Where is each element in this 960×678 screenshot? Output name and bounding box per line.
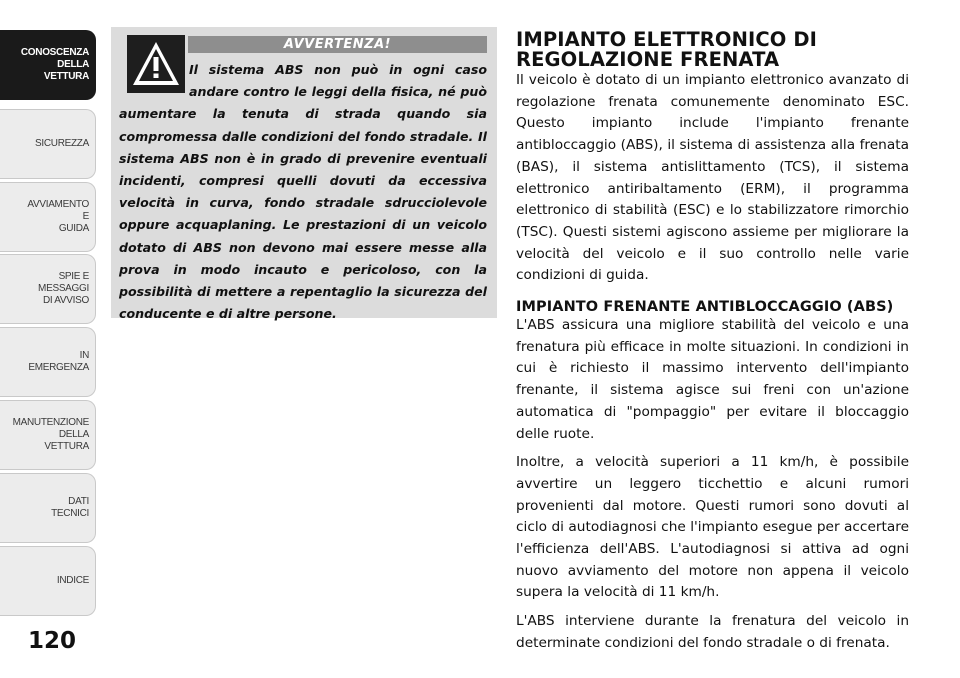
tab-conoscenza-della-vettura[interactable] — [0, 30, 96, 100]
abs-paragraph-2: Inoltre, a velocità superiori a 11 km/h, è possibile avvertire un leggero ticchettio e alcuni rumori provenienti dal motore. Questi rumori sono dovuti al ciclo di autodiagnosi che l'impianto esegue per accertare l'efficienza dell'ABS. L'autodiagnosi si attiva ad ogni nuovo avviamento del motore non appena il veicolo supera la velocità di 11 km/h. — [516, 454, 909, 601]
tab-dati-tecnici[interactable] — [0, 473, 96, 543]
tab-label: AVVIAMENTO E GUIDA — [27, 199, 89, 234]
tab-label: CONOSCENZA DELLA VETTURA — [20, 47, 89, 82]
tab-label: SICUREZZA — [35, 138, 89, 149]
abs-paragraph-3: L'ABS interviene durante la frenatura del veicolo in determinate condizioni del fondo stradale o di frenata. — [516, 613, 909, 651]
tab-label: DATI TECNICI — [51, 496, 89, 519]
tab-label: INDICE — [56, 575, 89, 586]
section-title: IMPIANTO ELETTRONICO DI REGOLAZIONE FRENATA — [516, 28, 817, 71]
tab-spie-e-messaggi[interactable] — [0, 254, 96, 324]
warning-heading: AVVERTENZA! — [188, 36, 487, 53]
tab-label: SPIE E MESSAGGI DI AVVISO — [38, 271, 89, 306]
main-content — [516, 30, 909, 655]
page-number: 120 — [28, 628, 77, 654]
tab-sicurezza[interactable] — [0, 109, 96, 179]
tab-label: MANUTENZIONE DELLA VETTURA — [12, 417, 89, 452]
tab-manutenzione[interactable] — [0, 400, 96, 470]
abs-paragraph-1: L'ABS assicura una migliore stabilità del veicolo e una frenatura più efficace in molte situazioni. In condizioni in cui è richiesto il massimo intervento dell'impianto frenante, il sistema agisce sui freni con un'azione automatica di "pompaggio" per evitare il bloccaggio delle ruote. — [516, 317, 909, 442]
section-subtitle: IMPIANTO FRENANTE ANTIBLOCCAGGIO (ABS) — [516, 299, 894, 316]
tab-indice[interactable] — [0, 546, 96, 616]
warning-text: Il sistema ABS non può in ogni caso andare contro le leggi della fisica, né può aumentare la tenuta di strada quando sia compromessa dalle condizioni del fondo stradale. Il sistema ABS non è in grado di prevenire eventuali incidenti, compresi quelli dovuti da eccessiva velocità in curva, fondo stradale sdrucciolevole oppure acquaplaning. Le prestazioni di un veicolo dotato di ABS non devono mai essere messe alla prova in modo incauto e pericoloso, con la possibilità di mettere a repentaglio la sicurezza del conducente e di altre persone. — [119, 62, 487, 322]
tab-avviamento-e-guida[interactable] — [0, 182, 96, 252]
tab-label: IN EMERGENZA — [28, 350, 89, 373]
warning-box — [111, 27, 497, 322]
intro-paragraph: Il veicolo è dotato di un impianto elettronico avanzato di regolazione frenata comunemente denominato ESC. Questo impianto include l'impianto frenante antibloccaggio (ABS), il sistema di assistenza alla frenata (BAS), il sistema antislittamento (TCS), il sistema elettronico antiribaltamento (ERM), il programma elettronico di stabilità (ESC) e lo stabilizzatore rimorchio (TSC). Questi sistemi agiscono assieme per migliorare la velocità del veicolo e il suo controllo nelle varie condizioni di guida. — [516, 72, 909, 284]
tab-in-emergenza[interactable] — [0, 327, 96, 397]
